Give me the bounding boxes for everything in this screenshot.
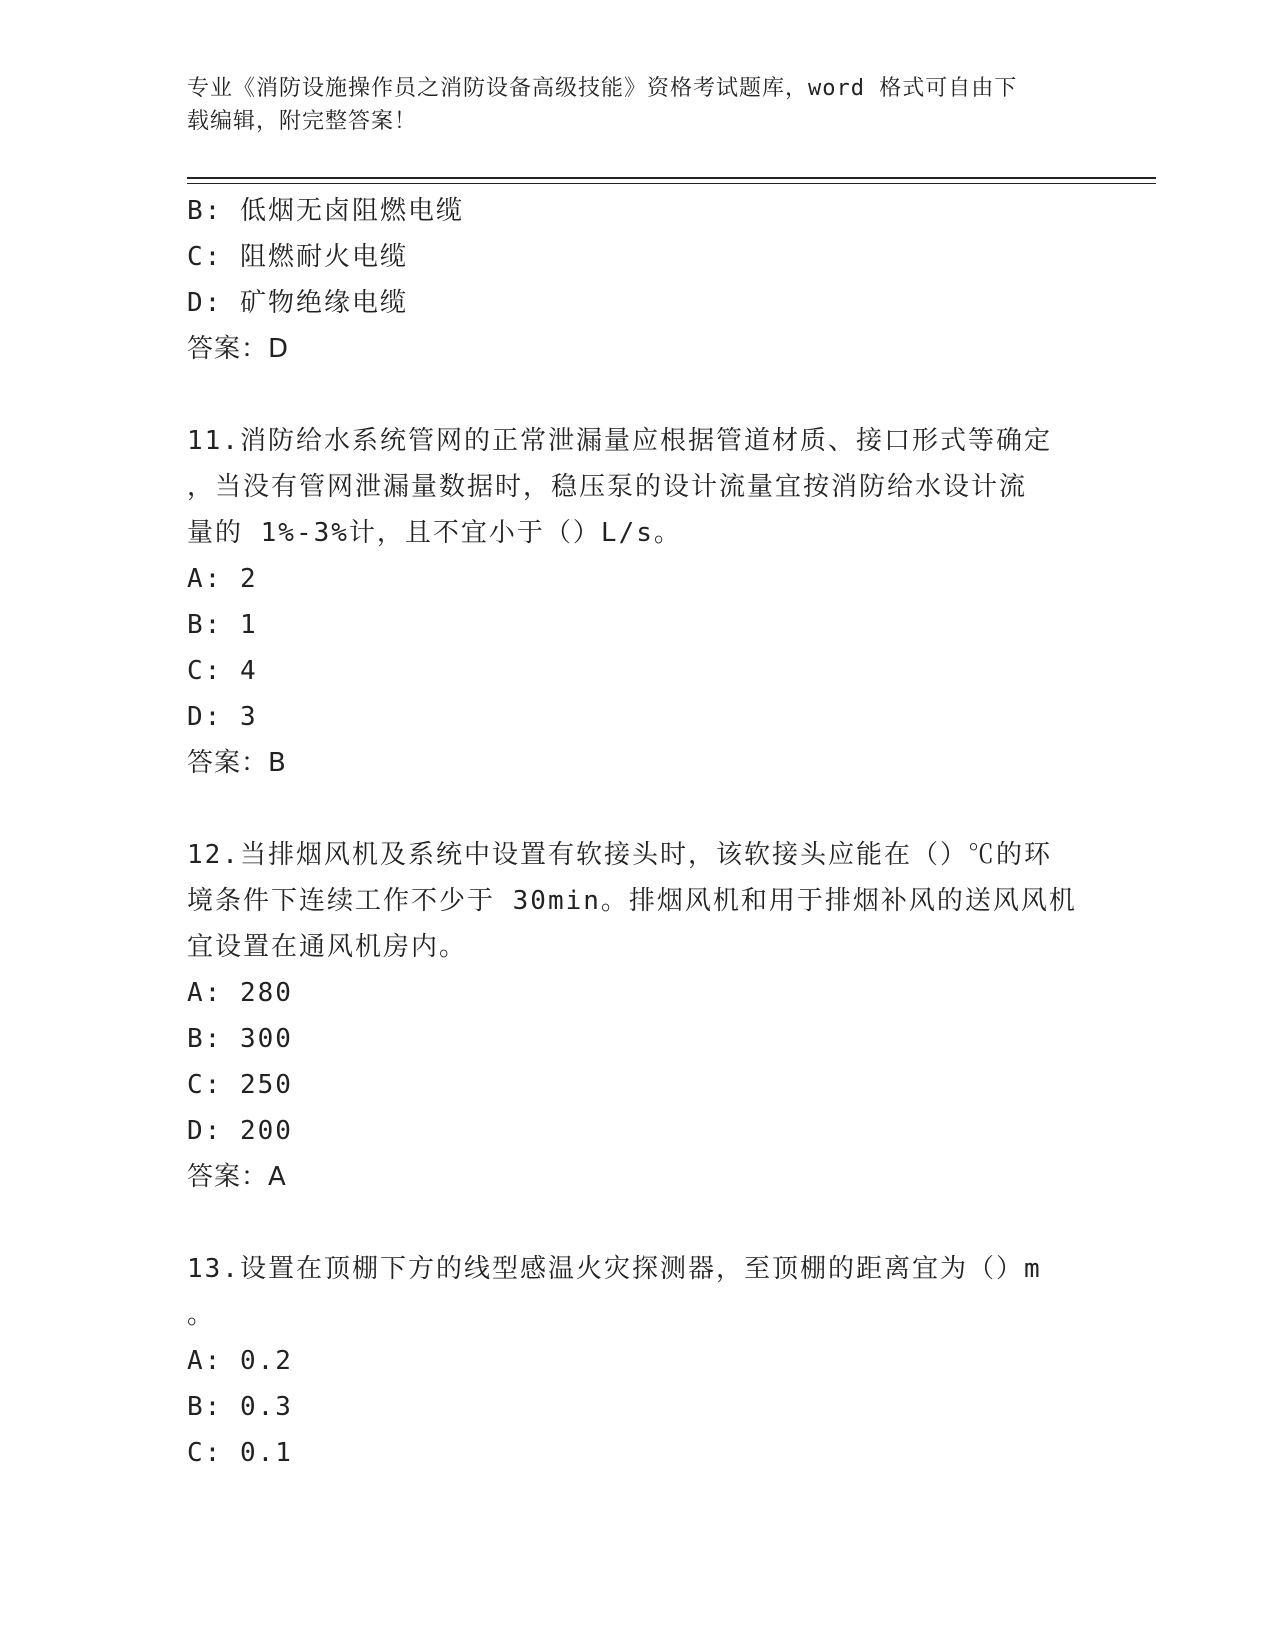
document-header	[187, 72, 1087, 138]
option-d: D: 矿物绝缘电缆	[187, 288, 408, 318]
question-12	[187, 832, 1087, 1200]
option-a: A: 2	[187, 564, 258, 594]
header-line-2: 载编辑，附完整答案！	[187, 109, 418, 134]
question-stem	[187, 418, 1087, 556]
stem-line: 。	[187, 1300, 216, 1330]
option-c: C: 阻燃耐火电缆	[187, 242, 408, 272]
option-a: A: 0.2	[187, 1346, 293, 1376]
answer: 答案：D	[187, 334, 290, 364]
option-c: C: 250	[187, 1070, 293, 1100]
stem-line: ，当没有管网泄漏量数据时，稳压泵的设计流量宜按消防给水设计流	[187, 472, 1028, 502]
option-b: B: 300	[187, 1024, 293, 1054]
header-divider-thin	[187, 183, 1156, 184]
stem-line: 境条件下连续工作不少于 30min。排烟风机和用于排烟补风的送风风机	[187, 886, 1077, 916]
option-b: B: 低烟无卤阻燃电缆	[187, 196, 464, 226]
header-line-1: 专业《消防设施操作员之消防设备高级技能》资格考试题库，word 格式可自由下	[187, 76, 1018, 101]
option-c: C: 4	[187, 656, 258, 686]
option-b: B: 1	[187, 610, 258, 640]
answer: 答案：B	[187, 748, 287, 778]
stem-line: 量的 1%-3%计，且不宜小于（）L/s。	[187, 518, 682, 548]
header-divider-thick	[187, 177, 1156, 179]
stem-line: 宜设置在通风机房内。	[187, 932, 468, 962]
stem-line: 13.设置在顶棚下方的线型感温火灾探测器，至顶棚的距离宜为（）m	[187, 1254, 1042, 1284]
question-content	[187, 188, 1087, 1476]
question-13	[187, 1246, 1087, 1476]
option-a: A: 280	[187, 978, 293, 1008]
question-11	[187, 418, 1087, 786]
answer: 答案：A	[187, 1162, 287, 1192]
question-stem	[187, 1246, 1087, 1338]
option-d: D: 200	[187, 1116, 293, 1146]
question-10-continued	[187, 188, 1087, 372]
option-c: C: 0.1	[187, 1438, 293, 1468]
question-stem	[187, 832, 1087, 970]
stem-line: 11.消防给水系统管网的正常泄漏量应根据管道材质、接口形式等确定	[187, 426, 1052, 456]
stem-line: 12.当排烟风机及系统中设置有软接头时，该软接头应能在（）℃的环	[187, 840, 1052, 870]
option-b: B: 0.3	[187, 1392, 293, 1422]
option-d: D: 3	[187, 702, 258, 732]
